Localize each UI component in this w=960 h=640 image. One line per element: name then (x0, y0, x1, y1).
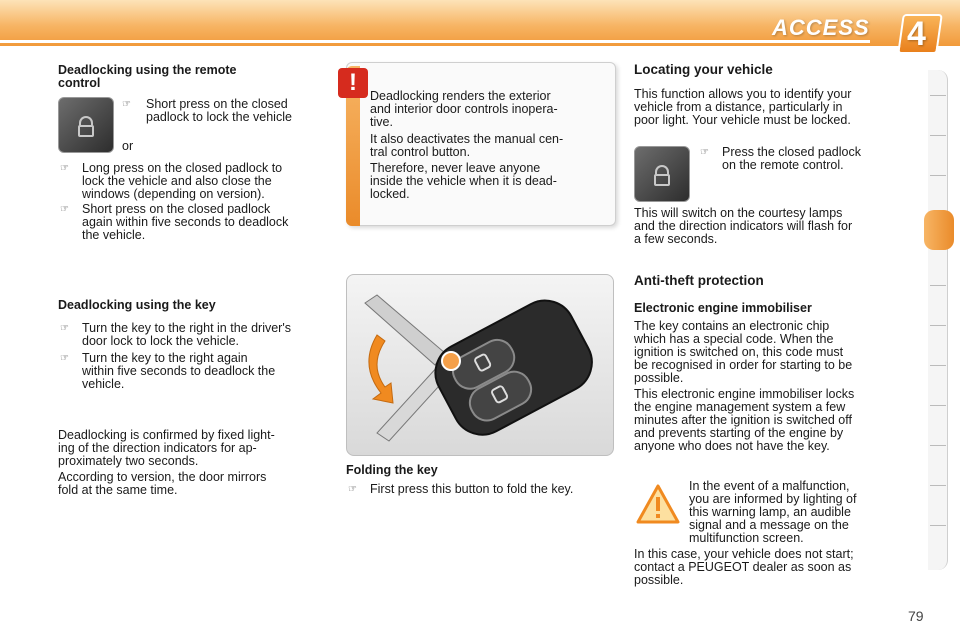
locating-text-3: poor light. Your vehicle must be locked. (634, 113, 851, 127)
lock-text-3: minutes after the ignition is switched off (634, 413, 852, 427)
switch-text-2: and the direction indicators will flash for (634, 219, 853, 233)
turn-again-text-3: vehicle. (82, 377, 125, 391)
warning-text-5: tral control button. (370, 145, 471, 159)
chapter-tab-rail (928, 70, 948, 570)
locating-vehicle-heading: Locating your vehicle (634, 62, 773, 77)
folding-key-heading: Folding the key (346, 463, 438, 477)
turn-again-text: Turn the key to the right again (82, 351, 248, 365)
long-press-text-2: lock the vehicle and also close the (82, 174, 272, 188)
confirm-text-3: proximately two seconds. (58, 454, 199, 468)
padlock-body (78, 125, 94, 137)
mirror-text-2: fold at the same time. (58, 483, 178, 497)
chip-text-2: which has a special code. When the (634, 332, 834, 346)
short-press-text: Short press on the closed (146, 97, 288, 111)
turn-again-text-2: within five seconds to deadlock the (82, 364, 276, 378)
malfunction-text-5: multifunction screen. (689, 531, 804, 545)
warning-text: Deadlocking renders the exterior (370, 89, 551, 103)
chapter-tab[interactable] (930, 485, 946, 486)
turn-key-text: Turn the key to the right in the driver's (82, 321, 291, 335)
chip-text-5: possible. (634, 371, 684, 385)
padlock-remote-icon (58, 97, 114, 153)
warning-text-6: Therefore, never leave anyone (370, 161, 541, 175)
lock-text-5: anyone who does not have the key. (634, 439, 830, 453)
folding-key-illustration (347, 275, 615, 457)
warning-triangle-icon (636, 484, 680, 524)
warning-text-7: inside the vehicle when it is dead- (370, 174, 557, 188)
fold-button[interactable] (442, 352, 460, 370)
chapter-tab[interactable] (930, 135, 946, 136)
bullet-finger-icon: ☞ (60, 204, 69, 215)
remote-deadlock-heading: Deadlocking using the remote (58, 63, 237, 77)
antitheft-heading: Anti-theft protection (634, 273, 764, 288)
bullet-finger-icon: ☞ (700, 147, 709, 158)
chapter-tab[interactable] (930, 405, 946, 406)
chapter-number: 4 (907, 15, 926, 53)
bullet-finger-icon: ☞ (122, 99, 131, 110)
folding-key-text: First press this button to fold the key. (370, 482, 574, 496)
chapter-tab[interactable] (930, 365, 946, 366)
chapter-tab-active[interactable] (924, 210, 954, 250)
chapter-tab[interactable] (930, 325, 946, 326)
malfunction-text: In the event of a malfunction, (689, 479, 850, 493)
immobiliser-heading: Electronic engine immobiliser (634, 301, 812, 315)
press-padlock-text-2: on the remote control. (722, 158, 844, 172)
or-label: or (122, 139, 134, 153)
warning-text-3: tive. (370, 115, 393, 129)
warning-exclamation-icon: ! (338, 68, 368, 98)
long-press-text-3: windows (depending on version). (82, 187, 265, 201)
page-number: 79 (908, 608, 924, 624)
contact-dealer-text-2: contact a PEUGEOT dealer as soon as (634, 560, 852, 574)
chapter-title: ACCESS (772, 15, 870, 40)
contact-dealer-text: In this case, your vehicle does not start; (634, 547, 854, 561)
locating-text-2: vehicle from a distance, particularly in (634, 100, 843, 114)
rotation-arrow-icon (369, 335, 393, 403)
warning-text-2: and interior door controls inopera- (370, 102, 558, 116)
lock-text: This electronic engine immobiliser locks (634, 387, 855, 401)
chapter-tab[interactable] (930, 285, 946, 286)
chapter-tab[interactable] (930, 175, 946, 176)
bullet-finger-icon: ☞ (60, 353, 69, 364)
short-again-text-2: again within five seconds to deadlock (82, 215, 289, 229)
turn-key-text-2: door lock to lock the vehicle. (82, 334, 240, 348)
contact-dealer-text-3: possible. (634, 573, 684, 587)
mirror-text: According to version, the door mirrors (58, 470, 267, 484)
header-divider (0, 40, 870, 43)
lock-text-4: and prevents starting of the engine by (634, 426, 844, 440)
chip-text: The key contains an electronic chip (634, 319, 830, 333)
long-press-text: Long press on the closed padlock to (82, 161, 283, 175)
chapter-tab[interactable] (930, 95, 946, 96)
bullet-finger-icon: ☞ (60, 163, 69, 174)
confirm-text-2: ing of the direction indicators for ap- (58, 441, 257, 455)
short-again-text-3: the vehicle. (82, 228, 146, 242)
chapter-tab[interactable] (930, 525, 946, 526)
warning-text-8: locked. (370, 187, 410, 201)
malfunction-text-3: this warning lamp, an audible (689, 505, 851, 519)
chip-text-4: be recognised in order for starting to be (634, 358, 853, 372)
chapter-tab[interactable] (930, 445, 946, 446)
press-padlock-text: Press the closed padlock (722, 145, 861, 159)
switch-text-3: a few seconds. (634, 232, 718, 246)
short-again-text: Short press on the closed padlock (82, 202, 271, 216)
malfunction-text-2: you are informed by lighting of (689, 492, 857, 506)
key-illustration-frame (346, 274, 614, 456)
chip-text-3: ignition is switched on, this code must (634, 345, 844, 359)
malfunction-text-4: signal and a message on the (689, 518, 849, 532)
switch-text: This will switch on the courtesy lamps (634, 206, 843, 220)
key-deadlock-heading: Deadlocking using the key (58, 298, 216, 312)
confirm-text: Deadlocking is confirmed by fixed light- (58, 428, 275, 442)
bullet-finger-icon: ☞ (60, 323, 69, 334)
padlock-body (654, 174, 670, 186)
bullet-finger-icon: ☞ (348, 484, 357, 495)
short-press-text-2: padlock to lock the vehicle (146, 110, 292, 124)
warning-text-4: It also deactivates the manual cen- (370, 132, 564, 146)
remote-deadlock-heading-2: control (58, 76, 101, 90)
locating-text: This function allows you to identify your (634, 87, 852, 101)
lock-text-2: the engine management system a few (634, 400, 846, 414)
padlock-remote-icon (634, 146, 690, 202)
